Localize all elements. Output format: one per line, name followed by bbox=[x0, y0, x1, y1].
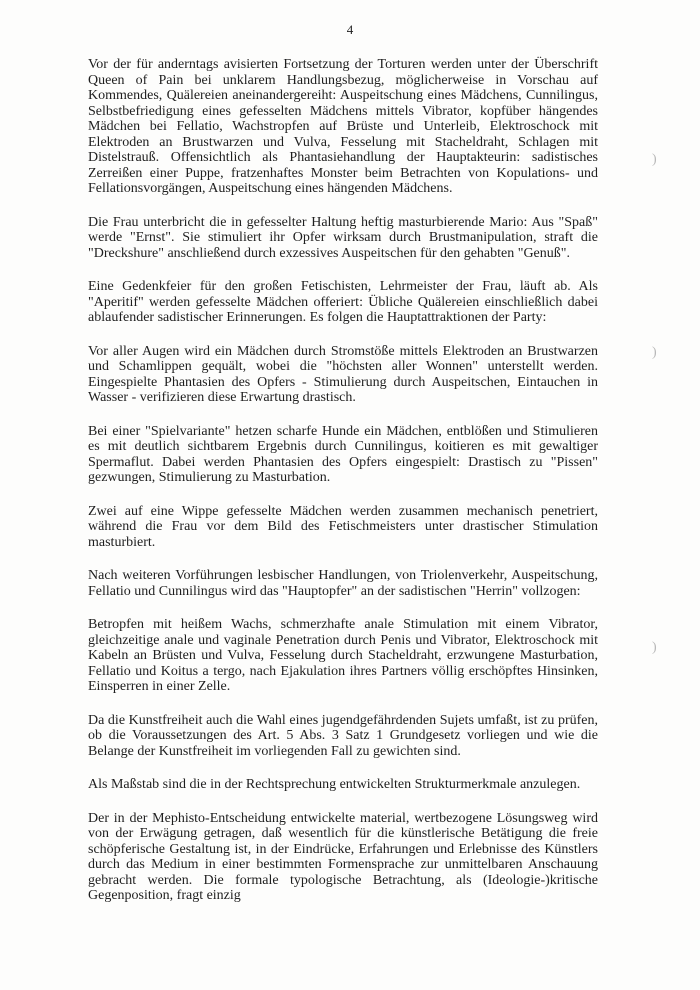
paragraph: Der in der Mephisto-Entscheidung entwickelte material, wertbezogene Lösungsweg wird von der Erwägung getragen, daß wesentlich für die künstlerische Betätigung die freie schöpferische Gestaltung ist, in der Eindrücke, Erfahrungen und Erlebnisse des Künstlers durch das Medium in einer bestimmten Formensprache zur unmittelbaren Anschauung gebracht werden. Die formale typologische Betrachtung, als (Ideologie-)kritische Gegenposition, fragt einzig bbox=[88, 810, 598, 903]
paragraph: Als Maßstab sind die in der Rechtsprechung entwickelten Strukturmerkmale anzulegen. bbox=[88, 777, 581, 792]
document-body bbox=[88, 57, 598, 904]
paragraph: Betropfen mit heißem Wachs, schmerzhafte anale Stimulation mit einem Vibrator, gleichzeitige anale und vaginale Penetration durch Penis und Vibrator, Elektroschock mit Kabeln an Brüsten und Vulva, Fesselung durch Stacheldraht, erzwungene Masturbation, Fellatio und Koitus a tergo, nach Ejakulation ihres Partners völlig erschöpftes Hinsinken, Einsperren in einer Zelle. bbox=[88, 617, 598, 694]
page-number: 4 bbox=[346, 22, 354, 37]
margin-mark: ) bbox=[652, 152, 657, 167]
paragraph: Die Frau unterbricht die in gefesselter Haltung heftig masturbierende Mario: Aus "Spaß" werde "Ernst". Sie stimuliert ihr Opfer wirksam durch Brustmanipulation, straft die "Dreckshure" anschließend durch exzessives Auspeitschen für den gehabten "Genuß". bbox=[88, 214, 598, 261]
paragraph: Bei einer "Spielvariante" hetzen scharfe Hunde ein Mädchen, entblößen und Stimulieren es mit deutlich sichtbarem Ergebnis durch Cunnilingus, koitieren es mit gewaltiger Spermaflut. Dabei werden Phantasien des Opfers eingespielt: Drastisch zu "Pissen" gezwungen, Stimulierung zu Masturbation. bbox=[88, 423, 598, 485]
paragraph: Da die Kunstfreiheit auch die Wahl eines jugendgefährdenden Sujets umfaßt, ist zu prüfen, ob die Voraussetzungen des Art. 5 Abs. 3 Satz 1 Grundgesetz vorliegen und wie die Belange der Kunstfreiheit im vorliegenden Fall zu gewichten sind. bbox=[88, 712, 598, 759]
paragraph: Vor aller Augen wird ein Mädchen durch Stromstöße mittels Elektroden an Brustwarzen und Schamlippen gequält, wobei die "höchsten aller Wonnen" unterstellt werden. Eingespielte Phantasien des Opfers - Stimulierung durch Auspeitschen, Eintauchen in Wasser - verifizieren diese Erwartung drastisch. bbox=[88, 343, 598, 405]
paragraph: Zwei auf eine Wippe gefesselte Mädchen werden zusammen mechanisch penetriert, während die Frau vor dem Bild des Fetischmeisters unter drastischer Stimulation masturbiert. bbox=[88, 503, 598, 550]
paragraph: Nach weiteren Vorführungen lesbischer Handlungen, von Triolenverkehr, Auspeitschung, Fellatio und Cunnilingus wird das "Hauptopfer" an der sadistischen "Herrin" vollzogen: bbox=[88, 568, 598, 599]
margin-mark: ) bbox=[652, 345, 657, 360]
paragraph: Eine Gedenkfeier für den großen Fetischisten, Lehrmeister der Frau, läuft ab. Als "Aperitif" werden gefesselte Mädchen offeriert: Übliche Quälereien einschließlich dabei ablaufender sadistischer Erinnerungen. Es folgen die Hauptattraktionen der Party: bbox=[88, 279, 598, 325]
margin-mark: ) bbox=[652, 640, 657, 655]
paragraph: Vor der für anderntags avisierten Fortsetzung der Torturen werden unter der Überschrift Queen of Pain bei unklarem Handlungsbezug, möglicherweise in Vorschau auf Kommendes, Quälereien aneinandergereiht: Auspeitschung eines Mädchens, Cunnilingus, Selbstbefriedigung eines gefesselten Mädchens mittels Vibrator, kopfüber hängendes Mädchen bei Fellatio, Wachstropfen auf Brüste und Unterleib, Elektroschock mit Elektroden an Brustwarzen und Vulva, Fesselung mit Stacheldraht, Schlagen mit Distelstrauß. Offensichtlich als Phantasiehandlung der Hauptakteurin: sadistisches Zerreißen einer Puppe, fratzenhaftes Monster beim Betrachten von Kopulations- und Fellationsvorgängen, Auspeitschung eines hängenden Mädchens. bbox=[88, 57, 598, 196]
